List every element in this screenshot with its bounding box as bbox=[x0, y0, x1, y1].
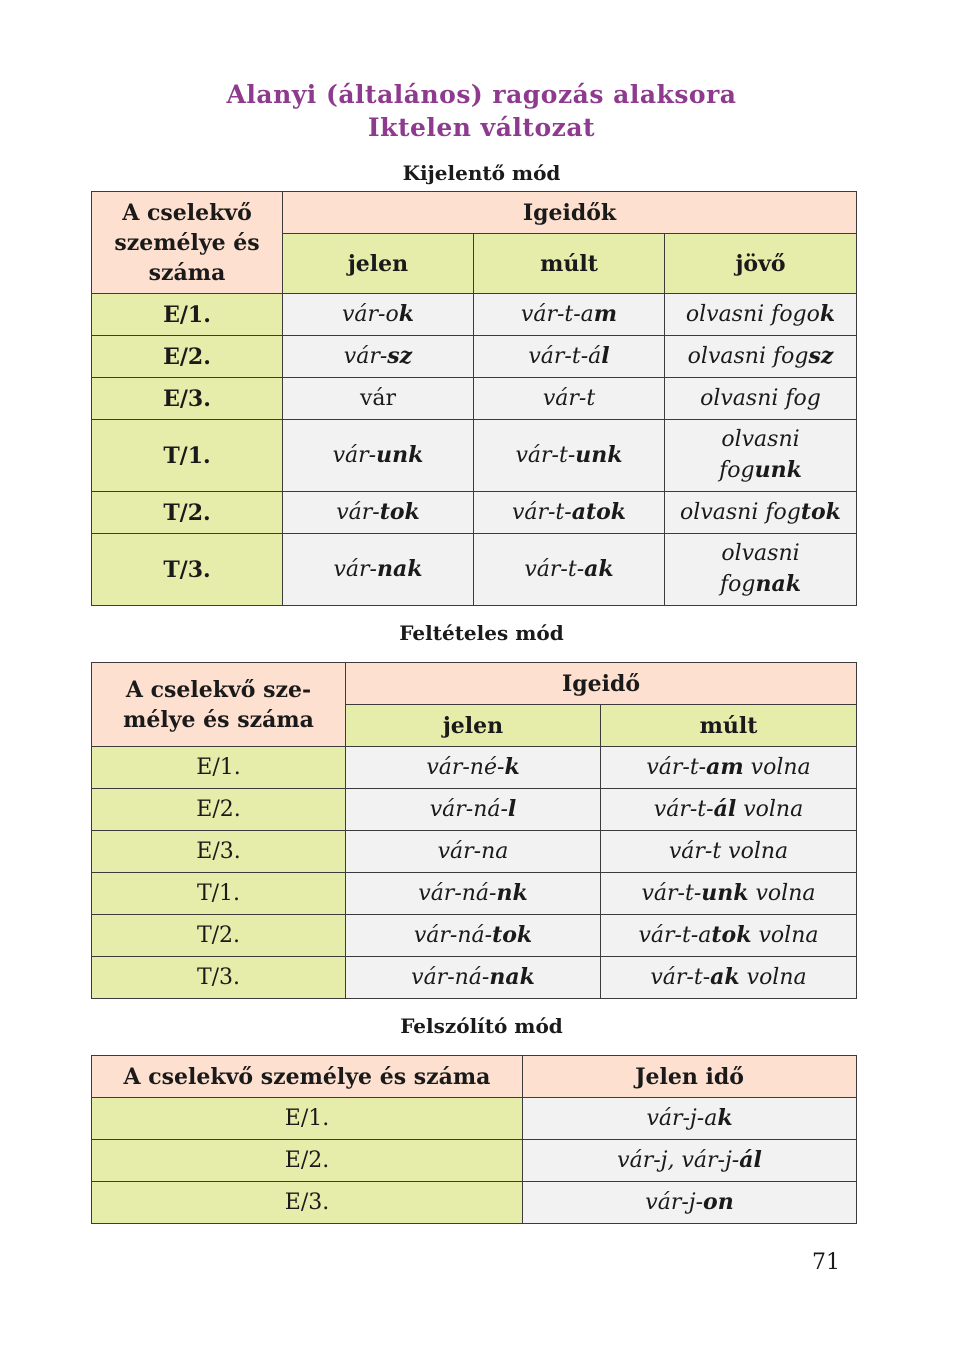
tense-header-past: múlt bbox=[474, 234, 665, 294]
indicative-rows bbox=[92, 294, 857, 606]
table-row bbox=[92, 915, 857, 957]
table-row bbox=[92, 336, 857, 378]
form-cell: vár-t bbox=[474, 378, 665, 420]
person-header: A cselekvő személye és száma bbox=[92, 192, 283, 294]
form-cell: olvasni fogtok bbox=[665, 492, 857, 534]
table-row bbox=[92, 294, 857, 336]
person-cell: T/3. bbox=[92, 957, 346, 999]
person-cell: T/3. bbox=[92, 534, 283, 606]
form-cell: vár-ok bbox=[283, 294, 474, 336]
conditional-rows bbox=[92, 747, 857, 999]
imperative-table bbox=[91, 1055, 857, 1224]
table-row bbox=[92, 789, 857, 831]
form-cell: vár-t-atok bbox=[474, 492, 665, 534]
person-cell: E/1. bbox=[92, 747, 346, 789]
tense-header-present: jelen bbox=[346, 705, 601, 747]
form-cell: vár-t-ak volna bbox=[601, 957, 857, 999]
person-cell: E/2. bbox=[92, 789, 346, 831]
form-cell: vár-t-ak bbox=[474, 534, 665, 606]
table-row bbox=[92, 747, 857, 789]
form-cell: olvasni fogunk bbox=[665, 420, 857, 492]
form-cell: vár-t-unk bbox=[474, 420, 665, 492]
person-cell: T/2. bbox=[92, 492, 283, 534]
tense-group-header: Igeidő bbox=[346, 663, 857, 705]
table-row bbox=[92, 492, 857, 534]
person-cell: T/1. bbox=[92, 420, 283, 492]
person-cell: T/2. bbox=[92, 915, 346, 957]
tense-header-future: jövő bbox=[665, 234, 857, 294]
table-row bbox=[92, 1140, 857, 1182]
table-row bbox=[92, 534, 857, 606]
person-cell: E/1. bbox=[92, 294, 283, 336]
form-cell: olvasni fog bbox=[665, 378, 857, 420]
section-caption-conditional: Feltételes mód bbox=[399, 621, 564, 645]
table-row bbox=[92, 957, 857, 999]
form-cell: vár-j-ak bbox=[523, 1098, 857, 1140]
page-number: 71 bbox=[812, 1250, 840, 1275]
tense-header-present: Jelen idő bbox=[523, 1056, 857, 1098]
person-header: A cselekvő személye és száma bbox=[92, 1056, 523, 1098]
section-caption-imperative: Felszólító mód bbox=[400, 1014, 563, 1038]
form-cell: olvasni fogsz bbox=[665, 336, 857, 378]
tense-header-past: múlt bbox=[601, 705, 857, 747]
form-cell: vár-ná-nak bbox=[346, 957, 601, 999]
form-cell: vár-j, vár-j-ál bbox=[523, 1140, 857, 1182]
form-cell: vár-ná-tok bbox=[346, 915, 601, 957]
indicative-table bbox=[91, 191, 857, 606]
form-cell: vár-nak bbox=[283, 534, 474, 606]
form-cell: olvasni fognak bbox=[665, 534, 857, 606]
form-cell: vár-t-am volna bbox=[601, 747, 857, 789]
form-cell: vár-né-k bbox=[346, 747, 601, 789]
form-cell: vár-j-on bbox=[523, 1182, 857, 1224]
page-subtitle: Iktelen változat bbox=[367, 113, 596, 142]
form-cell: vár-na bbox=[346, 831, 601, 873]
tense-group-header: Igeidők bbox=[283, 192, 857, 234]
form-cell: vár-t-ál volna bbox=[601, 789, 857, 831]
form-cell: vár-t-ál bbox=[474, 336, 665, 378]
person-cell: E/3. bbox=[92, 378, 283, 420]
form-cell: vár-sz bbox=[283, 336, 474, 378]
person-cell: E/2. bbox=[92, 336, 283, 378]
person-cell: E/3. bbox=[92, 831, 346, 873]
person-cell: E/2. bbox=[92, 1140, 523, 1182]
conditional-table bbox=[91, 662, 857, 999]
table-row bbox=[92, 873, 857, 915]
person-cell: E/3. bbox=[92, 1182, 523, 1224]
section-caption-indicative: Kijelentő mód bbox=[402, 161, 561, 185]
imperative-rows bbox=[92, 1098, 857, 1224]
table-row bbox=[92, 420, 857, 492]
form-cell: vár-unk bbox=[283, 420, 474, 492]
form-cell: olvasni fogok bbox=[665, 294, 857, 336]
form-cell: vár-t-unk volna bbox=[601, 873, 857, 915]
person-cell: E/1. bbox=[92, 1098, 523, 1140]
table-row bbox=[92, 831, 857, 873]
table-row bbox=[92, 1182, 857, 1224]
form-cell: vár-t volna bbox=[601, 831, 857, 873]
form-cell: vár-ná-nk bbox=[346, 873, 601, 915]
person-header: A cselekvő sze-mélye és száma bbox=[92, 663, 346, 747]
person-cell: T/1. bbox=[92, 873, 346, 915]
form-cell: vár-t-am bbox=[474, 294, 665, 336]
tense-header-present: jelen bbox=[283, 234, 474, 294]
form-cell: vár-tok bbox=[283, 492, 474, 534]
table-row bbox=[92, 1098, 857, 1140]
page-title: Alanyi (általános) ragozás alaksora bbox=[226, 80, 737, 109]
form-cell: vár-ná-l bbox=[346, 789, 601, 831]
form-cell: vár bbox=[283, 378, 474, 420]
form-cell: vár-t-atok volna bbox=[601, 915, 857, 957]
table-row bbox=[92, 378, 857, 420]
